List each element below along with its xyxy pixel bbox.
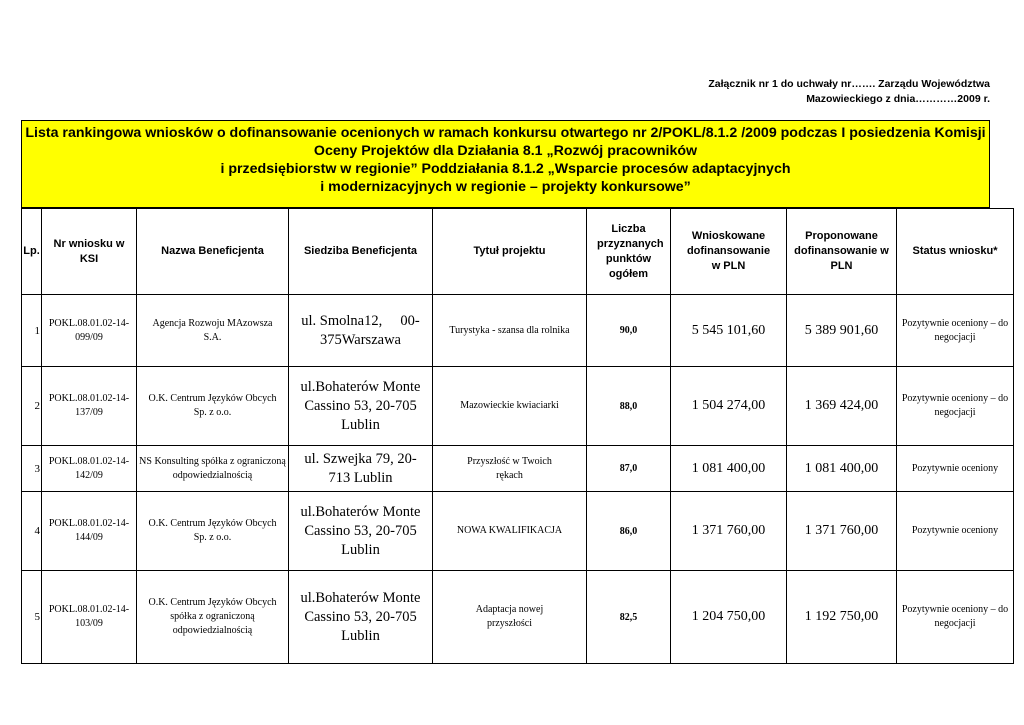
cell-proponowane: 1 081 400,00 <box>787 446 897 492</box>
cell-proponowane: 1 369 424,00 <box>787 367 897 446</box>
cell-tytul: Adaptacja nowej przyszłości <box>433 571 587 664</box>
cell-nr: POKL.08.01.02-14-142/09 <box>42 446 137 492</box>
table-row <box>22 571 1014 664</box>
attachment-note <box>708 77 990 107</box>
cell-punkty: 86,0 <box>587 492 671 571</box>
cell-siedziba: ul.Bohaterów Monte Cassino 53, 20-705 Lublin <box>289 492 433 571</box>
cell-nr: POKL.08.01.02-14-103/09 <box>42 571 137 664</box>
cell-wnioskowane: 1 081 400,00 <box>671 446 787 492</box>
cell-status: Pozytywnie oceniony – do negocjacji <box>897 367 1014 446</box>
cell-proponowane: 5 389 901,60 <box>787 295 897 367</box>
cell-lp: 4 <box>22 492 42 571</box>
col-header-punkty: Liczba przyznanych punktów ogółem <box>587 209 671 295</box>
attachment-line-1: Załącznik nr 1 do uchwały nr……. Zarządu Województwa <box>708 78 990 90</box>
col-header-siedziba: Siedziba Beneficjenta <box>289 209 433 295</box>
attachment-line-2: Mazowieckiego z dnia…………2009 r. <box>806 93 990 105</box>
title-line-1: Lista rankingowa wniosków o dofinansowanie ocenionych w ramach konkursu otwartego nr 2/POKL/8.1.2 /2009 podczas I posiedzenia Komisji <box>25 125 986 141</box>
cell-siedziba: ul. Smolna12, 00-375Warszawa <box>289 295 433 367</box>
cell-proponowane: 1 371 760,00 <box>787 492 897 571</box>
table-row <box>22 492 1014 571</box>
cell-wnioskowane: 1 504 274,00 <box>671 367 787 446</box>
table-header-row <box>22 209 1014 295</box>
title-line-4: i modernizacyjnych w regionie – projekty konkursowe” <box>320 179 691 195</box>
cell-lp: 3 <box>22 446 42 492</box>
cell-nazwa: Agencja Rozwoju MAzowsza S.A. <box>137 295 289 367</box>
ranking-table <box>21 208 1014 664</box>
cell-wnioskowane: 1 371 760,00 <box>671 492 787 571</box>
cell-nr: POKL.08.01.02-14-099/09 <box>42 295 137 367</box>
col-header-nazwa: Nazwa Beneficjenta <box>137 209 289 295</box>
col-header-tytul: Tytuł projektu <box>433 209 587 295</box>
cell-nazwa: NS Konsulting spółka z ograniczoną odpowiedzialnością <box>137 446 289 492</box>
document-title <box>21 120 990 208</box>
cell-punkty: 82,5 <box>587 571 671 664</box>
title-line-2: Oceny Projektów dla Działania 8.1 „Rozwój pracowników <box>313 143 698 159</box>
cell-status: Pozytywnie oceniony – do negocjacji <box>897 571 1014 664</box>
cell-wnioskowane: 1 204 750,00 <box>671 571 787 664</box>
cell-punkty: 90,0 <box>587 295 671 367</box>
cell-status: Pozytywnie oceniony <box>897 446 1014 492</box>
col-header-status: Status wniosku* <box>897 209 1014 295</box>
cell-tytul: NOWA KWALIFIKACJA <box>433 492 587 571</box>
title-line-3: i przedsiębiorstw w regionie” Poddziałania 8.1.2 „Wsparcie procesów adaptacyjnych <box>220 161 791 177</box>
table-row <box>22 446 1014 492</box>
cell-tytul: Turystyka - szansa dla rolnika <box>433 295 587 367</box>
col-header-nr: Nr wniosku w KSI <box>42 209 137 295</box>
cell-lp: 2 <box>22 367 42 446</box>
table-row <box>22 295 1014 367</box>
table-row <box>22 367 1014 446</box>
cell-status: Pozytywnie oceniony <box>897 492 1014 571</box>
cell-tytul: Przyszłość w Twoich rękach <box>433 446 587 492</box>
cell-status: Pozytywnie oceniony – do negocjacji <box>897 295 1014 367</box>
cell-siedziba: ul.Bohaterów Monte Cassino 53, 20-705 Lublin <box>289 571 433 664</box>
cell-siedziba: ul. Szwejka 79, 20-713 Lublin <box>289 446 433 492</box>
cell-nazwa: O.K. Centrum Języków Obcych spółka z ograniczoną odpowiedzialnością <box>137 571 289 664</box>
cell-nr: POKL.08.01.02-14-137/09 <box>42 367 137 446</box>
col-header-proponowane: Proponowane dofinansowanie w PLN <box>787 209 897 295</box>
cell-siedziba: ul.Bohaterów Monte Cassino 53, 20-705 Lublin <box>289 367 433 446</box>
cell-nazwa: O.K. Centrum Języków Obcych Sp. z o.o. <box>137 367 289 446</box>
cell-proponowane: 1 192 750,00 <box>787 571 897 664</box>
col-header-lp: Lp. <box>22 209 42 295</box>
col-header-wnioskowane: Wnioskowane dofinansowanie w PLN <box>671 209 787 295</box>
cell-wnioskowane: 5 545 101,60 <box>671 295 787 367</box>
cell-punkty: 88,0 <box>587 367 671 446</box>
cell-tytul: Mazowieckie kwiaciarki <box>433 367 587 446</box>
cell-lp: 5 <box>22 571 42 664</box>
cell-nazwa: O.K. Centrum Języków Obcych Sp. z o.o. <box>137 492 289 571</box>
cell-lp: 1 <box>22 295 42 367</box>
cell-punkty: 87,0 <box>587 446 671 492</box>
cell-nr: POKL.08.01.02-14-144/09 <box>42 492 137 571</box>
